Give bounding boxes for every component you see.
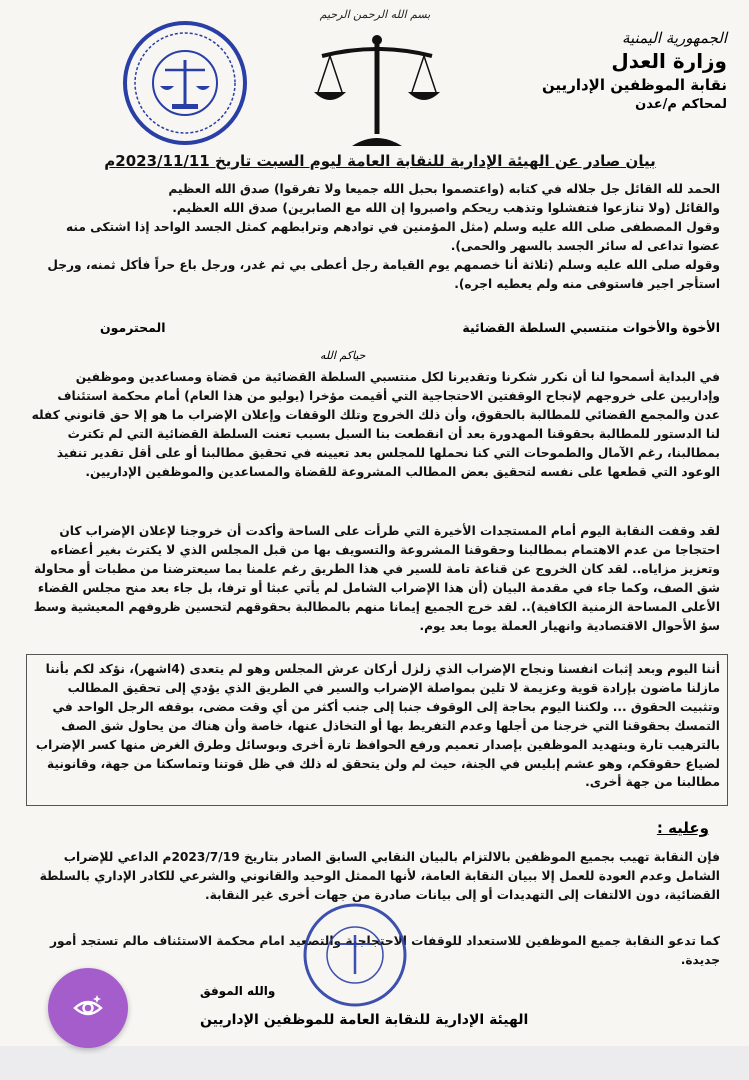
- visual-search-button[interactable]: [48, 968, 128, 1048]
- branch-name: لمحاكم م/عدن: [635, 96, 727, 112]
- closing-phrase: والله الموفق: [200, 984, 276, 998]
- viewer-bottom-bar: [0, 1046, 749, 1080]
- paragraph-3: [30, 660, 720, 792]
- intro-line: الحمد لله القائل جل جلاله في كتابه (واعتصموا بحبل الله جميعا ولا تفرقوا) صدق الله العظيم: [168, 182, 720, 196]
- paragraph-text: فإن النقابة تهيب بجميع الموظفين بالالتزام بالبيان النقابي السابق الصادر بتاريخ 2023/7/19م الداعي للإضراب الشامل وعدم العودة للعمل إلا ببيان النقابة العامة، لأنها الممثل الوحيد والقانوني والشرعي للكادر الإداري بالسلطة القضائية، دون الالتفات إلى التهديدات أو إلى بيانات صادرة من جهات أخرى غير النقابة.: [39, 850, 720, 902]
- paragraph-1: [30, 368, 720, 481]
- visual-search-icon: [71, 991, 105, 1025]
- union-seal-icon: [120, 18, 250, 148]
- intro-block: [30, 180, 720, 293]
- signature: الهيئة الإدارية للنقابة العامة للموظفين الإداريين: [200, 1012, 529, 1028]
- country-name: الجمهورية اليمنية: [621, 29, 727, 47]
- paragraph-text: في البداية أسمحوا لنا أن نكرر شكرنا وتقديرنا لكل منتسبي السلطة القضائية من قضاة ومساعدين وموظفين وإداريين على خروجهم لإنجاح الوقفتين الاحتجاجية التي أقيمت مؤخرا (يوليو من هذا العام) أمام محكمة استئناف عدن والمجمع القضائي للمطالبة بالحقوق، وأن ذلك الخروج وتلك الوقفات وإعلان الإضراب ما هو إلا حق قانوني كفله لنا الدستور للمطالبة بحقوقنا المهدورة بعد أن انقطعت بنا السبل بسبب تعنت السلطة القضائية التي لم تكترث بمطالبنا، رغم الآمال والطموحات التي كنا نحملها للمجلس بعد تعيينه في تحقيق مطالبنا أو على أقل تقدير تنفيذ الوعود التي قطعها على نفسه لتحقيق بعض المطالب المشروعة للقضاة والمساعدين والموظفين الإداريين.: [31, 370, 720, 479]
- intro-line: والقائل (ولا تنازعوا فتفشلوا وتذهب ريحكم واصبروا إن الله مع الصابرين) صدق الله العظيم.: [172, 200, 720, 215]
- intro-line: وقول المصطفى صلى الله عليه وسلم (مثل المؤمنين في توادهم وترابطهم كمثل الجسد الواحد إذا اشتكى منه عضوا تداعى له سائر الجسد بالسهر والحمى).: [65, 219, 720, 253]
- paragraph-text: لقد وقفت النقابة اليوم أمام المستجدات الأخيرة التي طرأت على الساحة وأكدت أن خروجنا لإعلان الإضراب كان احتجاجا من عدم الاهتمام بمطالبنا وحقوقنا المشروعة والتسويف بها من قبل المجلس الذي لا يكترث بغير أعضاءه وتعزيز مزاياه.. لقد كان الخروج عن قناعة تامة للسير في هذا الطريق رغم علمنا بما سيعترضنا من مطبات أو محاولة شق الصف، وكما جاء في مقدمة البيان (أن هذا الإضراب الشامل لم يأتي عبثا أو ترفا، بل جاء بعد منح مجلس القضاء الأعلى المساحة الزمنية الكافية).. لقد خرج الجميع إيمانا منهم بالمطالبة بحقوقهم لتحسين ظروفهم المعيشية وسط سؤ الأحوال الاقتصادية وانهيار العملة يوما بعد يوم.: [33, 524, 720, 633]
- statement-title: بيان صادر عن الهيئة الإدارية للنقابة العامة ليوم السبت تاريخ 2023/11/11م: [104, 152, 656, 170]
- union-name: نقابة الموظفين الإداريين: [541, 76, 727, 95]
- addressee: الأخوة والأخوات منتسبي السلطة القضائية: [462, 320, 720, 335]
- respect-word: المحترمون: [100, 320, 166, 335]
- ministry-name: وزارة العدل: [611, 49, 727, 74]
- therefore-heading: وعليه :: [656, 819, 709, 837]
- basmala: بسم الله الرحمن الرحيم: [319, 8, 431, 21]
- intro-line: وقوله صلى الله عليه وسلم (ثلاثة أنا خصمهم يوم القيامة رجل أعطى بي ثم غدر، ورجل باع حراً فأكل ثمنه، ورجل استأجر اجير فاستوفى منه ولم يعطيه اجره).: [47, 257, 720, 291]
- paragraph-text: أننا اليوم وبعد إثبات انفسنا ونجاح الإضراب الذي زلزل أركان عرش المجلس وهو لم يتعدى (4اشهر)، نؤكد لكم بأننا مازلنا ماضون بإرادة قوية وعزيمة لا تلين بمواصلة الإضراب والسير في الطريق الذي يؤدي إلى تحقيق المطالب وتثبيت الحقوق ... ولكننا اليوم بحاجة إلى الوقوف جنبا إلى جنب أكثر من أي وقت مضى، بوقفه الرجل الواحد في التمسك بحقوقنا التي خرجنا من أجلها وعدم التفريط بها أو التخاذل عنها، خاصة وأن هناك من يحاول شق الصف بالترهيب تارة وبتهديد الموظفين بإصدار تعميم ورفع الحوافظ تارة أخرى وبوسائل وطرق الغرض منها كسر الإضراب لضياع حقوقكم، وهو عشم إبليس في الجنة، حيث لم ولن يتحقق له ذلك في ظل قوتنا وتماسكنا من جهة، وقانونية مطالبنا من جهة أخرى.: [35, 662, 720, 790]
- scales-of-justice-icon: [312, 34, 442, 154]
- letterhead: [517, 28, 727, 113]
- paragraph-text: كما تدعو النقابة جميع الموظفين للاستعداد للوقفات الاحتجاجية والتصعيد امام محكمة الاستئناف مالم تستجد أمور جديدة.: [49, 934, 720, 967]
- signature-seal-icon: [300, 900, 410, 1010]
- paragraph-2: [30, 522, 720, 635]
- paragraph-4: [30, 848, 720, 905]
- greeting-phrase: حياكم الله: [320, 349, 366, 362]
